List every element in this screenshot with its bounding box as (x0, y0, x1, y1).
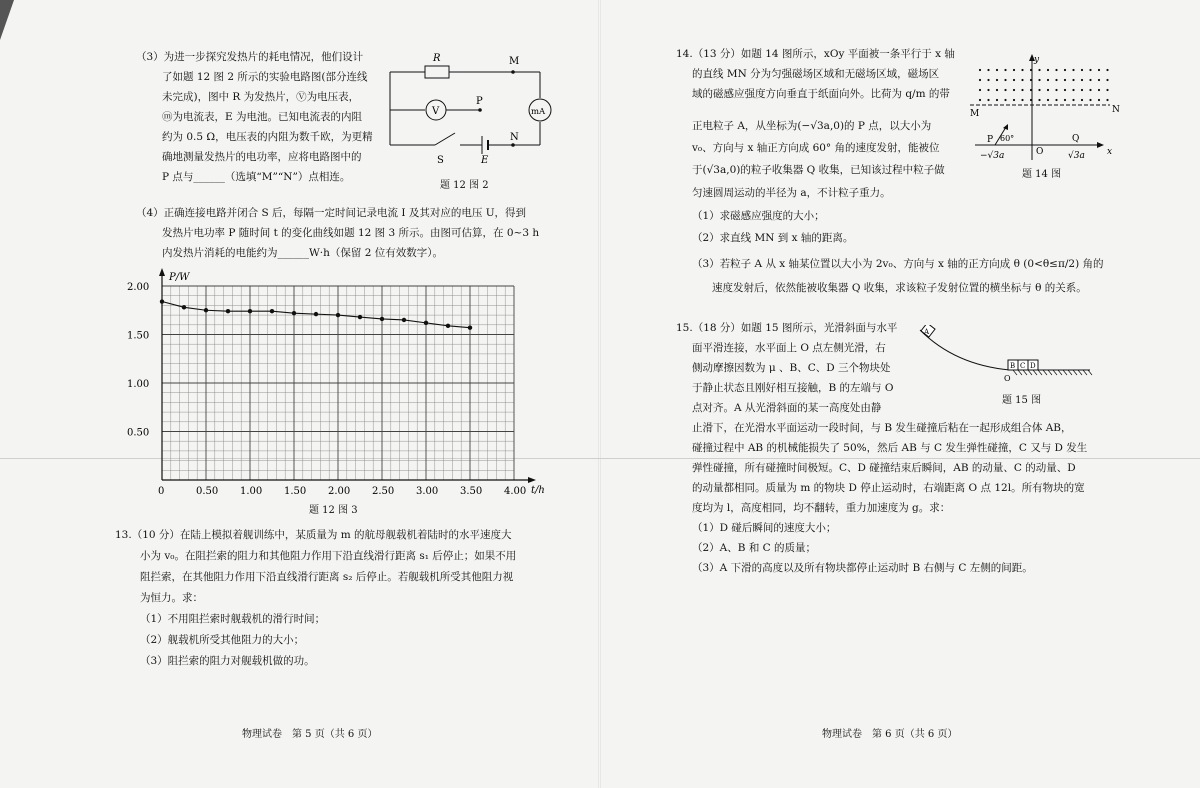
label-angle: 60° (1000, 134, 1015, 143)
field-dot (1081, 69, 1083, 71)
x-tick-label: 3.00 (416, 486, 439, 497)
text-line: （2）求直线 MN 到 x 轴的距离。 (692, 232, 854, 244)
text-line: 域的磁感应强度方向垂直于纸面向外。比荷为 q/m 的带 (692, 88, 950, 100)
data-point (468, 326, 472, 330)
label-c: C (1020, 362, 1026, 370)
field-dot (1072, 69, 1074, 71)
text-line: 面平滑连接，水平面上 O 点左侧光滑，右 (692, 342, 886, 354)
label-d: D (1030, 362, 1036, 370)
x-axis-arrow (528, 477, 536, 483)
label-m: M (509, 56, 520, 67)
node-n (511, 143, 515, 147)
surface-hatch (1063, 370, 1067, 375)
label-neg-root3a: −√3a (980, 151, 1005, 161)
node-m (511, 70, 515, 74)
surface-hatch (1018, 370, 1022, 375)
right-page (600, 0, 1200, 788)
chart-caption: 题 12 图 3 (309, 505, 358, 516)
text-line: 碰撞过程中 AB 的机械能损失了 50%，然后 AB 与 C 发生弹性碰撞，C 又与 D 发生 (692, 442, 1088, 454)
figure-caption: 题 14 图 (1022, 169, 1062, 180)
field-dot (1047, 79, 1049, 81)
text-line: 于(√3a,0)的粒子收集器 Q 收集，已知该过程中粒子做 (692, 164, 945, 176)
field-dot (1013, 69, 1015, 71)
field-dot (1072, 89, 1074, 91)
text-line: 正电粒子 A，从坐标为(−√3a,0)的 P 点，以大小为 (692, 120, 932, 132)
label-o: O (1004, 374, 1011, 383)
data-point (380, 317, 384, 321)
label-p: P (987, 135, 994, 145)
label-p: P (476, 96, 483, 107)
text-line: （3）A 下滑的高度以及所有物块都停止运动时 B 右侧与 C 左侧的间距。 (692, 562, 1033, 574)
data-point (226, 309, 230, 313)
field-dot (1038, 89, 1040, 91)
surface-hatch (1038, 370, 1042, 375)
page-footer: 物理试卷 第 5 页（共 6 页） (242, 729, 378, 740)
y-tick-label: 1.00 (127, 379, 150, 390)
y-tick-label: 0.50 (127, 427, 150, 439)
field-dot (1004, 69, 1006, 71)
text-line: 小为 v₀。在阻拦索的阻力和其他阻力作用下沿直线滑行距离 s₁ 后停止；如果不用 (140, 550, 517, 562)
label-v: V (432, 106, 440, 117)
data-point (424, 321, 428, 325)
field-dot (996, 99, 998, 101)
field-dot (1038, 99, 1040, 101)
data-point (204, 308, 208, 312)
data-point (248, 309, 252, 313)
x-tick-label: 1.50 (284, 486, 307, 497)
field-dot (1072, 99, 1074, 101)
x-tick-label: 0 (158, 486, 165, 497)
text-line: 发热片电功率 P 随时间 t 的变化曲线如题 12 图 3 所示。由图可估算，在 0~3 h (162, 227, 540, 239)
text-line: （3）若粒子 A 从 x 轴某位置以大小为 2v₀、方向与 x 轴的正方向成 θ (0<θ≤π/2) 角的 (692, 258, 1104, 270)
x-tick-label: 3.50 (460, 486, 483, 497)
field-dot (1081, 79, 1083, 81)
label-m: M (970, 109, 980, 119)
field-dot (1055, 99, 1057, 101)
field-dot (1064, 89, 1066, 91)
label-o: O (1036, 147, 1044, 157)
field-dot (1047, 69, 1049, 71)
field-dot (996, 79, 998, 81)
label-y: y (1034, 55, 1040, 65)
surface-hatch (1013, 370, 1017, 375)
surface-hatch (1048, 370, 1052, 375)
label-ma: mA (531, 107, 546, 117)
text-line: （2）A、B 和 C 的质量； (692, 542, 817, 554)
field-dot (979, 79, 981, 81)
surface-hatch (1088, 370, 1092, 375)
field-dot (979, 99, 981, 101)
x-tick-label: 2.50 (372, 486, 395, 497)
field-dot (1021, 79, 1023, 81)
surface-hatch (1073, 370, 1077, 375)
text-line: 内发热片消耗的电能约为______W·h（保留 2 位有效数字）。 (162, 247, 443, 259)
field-dot (979, 89, 981, 91)
label-root3a: √3a (1068, 151, 1085, 161)
x-tick-label: 4.00 (504, 486, 527, 497)
field-dot (979, 69, 981, 71)
magnetic-field-figure (970, 50, 1130, 180)
resistor-symbol (425, 66, 449, 78)
text-line: 14.（13 分）如题 14 图所示，xOy 平面被一条平行于 x 轴 (676, 48, 955, 60)
surface-hatch (1083, 370, 1087, 375)
field-dot (1013, 99, 1015, 101)
field-dot (1081, 89, 1083, 91)
field-dot (1089, 69, 1091, 71)
text-line: 15.（18 分）如题 15 图所示，光滑斜面与水平 (676, 322, 898, 334)
data-point (358, 315, 362, 319)
text-line: 未完成)，图中 R 为发热片，Ⓥ为电压表， (162, 91, 360, 103)
field-dot (1004, 89, 1006, 91)
field-dot (1106, 89, 1108, 91)
field-dot (1038, 69, 1040, 71)
y-axis-label: P/W (169, 272, 190, 283)
data-point (314, 312, 318, 316)
text-line: 为恒力。求： (140, 592, 203, 604)
text-line: 的直线 MN 分为匀强磁场区域和无磁场区域，磁场区 (692, 68, 940, 80)
figure-caption: 题 12 图 2 (440, 180, 489, 191)
text-line: （3）阻拦索的阻力对舰载机做的功。 (140, 655, 315, 667)
label-q: Q (1072, 134, 1080, 144)
field-dot (1038, 79, 1040, 81)
field-dot (1081, 99, 1083, 101)
field-dot (1064, 99, 1066, 101)
field-dot (996, 89, 998, 91)
field-dot (1106, 79, 1108, 81)
text-line: 止滑下，在光滑水平面运动一段时间，与 B 发生碰撞后粘在一起形成组合体 AB， (692, 422, 1072, 434)
data-point (270, 309, 274, 313)
text-line: 阻拦索，在其他阻力作用下沿直线滑行距离 s₂ 后停止。若舰载机所受其他阻力视 (140, 571, 514, 583)
text-line: 的动量都相同。质量为 m 的物块 D 停止运动时，右端距离 O 点 12l。所有物块的宽 (692, 482, 1085, 494)
slope-surface (920, 330, 1090, 370)
label-a: A (924, 328, 930, 336)
text-line: 匀速圆周运动的半径为 a，不计粒子重力。 (692, 187, 891, 199)
power-time-chart (125, 262, 555, 517)
data-point (402, 318, 406, 322)
field-dot (1098, 89, 1100, 91)
text-line: 速度发射后，依然能被收集器 Q 收集，求该粒子发射位置的横坐标与 θ 的关系。 (712, 282, 1087, 294)
text-line: （4）正确连接电路并闭合 S 后，每隔一定时间记录电流 I 及其对应的电压 U，得到 (136, 207, 527, 219)
text-line: （1）不用阻拦索时舰载机的滑行时间； (140, 613, 326, 625)
field-dot (1021, 69, 1023, 71)
surface-hatch (1033, 370, 1037, 375)
text-line: 13.（10 分）在陆上模拟着舰训练中，某质量为 m 的航母舰载机着陆时的水平速度大 (115, 529, 512, 541)
surface-hatch (1023, 370, 1027, 375)
data-point (182, 305, 186, 309)
page-footer: 物理试卷 第 6 页（共 6 页） (822, 729, 958, 740)
surface-hatch (1068, 370, 1072, 375)
field-dot (987, 99, 989, 101)
text-line: 确地测量发热片的电功率，应将电路图中的 (162, 151, 362, 163)
y-axis-arrow (159, 268, 165, 276)
text-line: ⓜ为电流表，E 为电池。已知电流表的内阻 (162, 111, 363, 123)
text-line: v₀、方向与 x 轴正方向成 60° 角的速度发射，能被位 (692, 142, 940, 154)
node-p (478, 108, 482, 112)
field-dot (996, 69, 998, 71)
field-dot (1013, 89, 1015, 91)
surface-hatch (1058, 370, 1062, 375)
field-dot (1021, 89, 1023, 91)
x-tick-label: 1.00 (240, 486, 263, 497)
field-dot (1098, 99, 1100, 101)
switch-symbol (435, 133, 455, 145)
field-dot (1047, 99, 1049, 101)
label-n: N (1112, 105, 1120, 115)
field-dot (1064, 79, 1066, 81)
field-dot (1098, 79, 1100, 81)
text-line: （1）求磁感应强度的大小； (692, 210, 825, 222)
label-n: N (510, 132, 519, 143)
data-point (336, 313, 340, 317)
text-line: （1）D 碰后瞬间的速度大小； (692, 522, 837, 534)
text-line: （3）为进一步探究发热片的耗电情况，他们设计 (136, 51, 364, 63)
text-line: 点对齐。A 从光滑斜面的某一高度处由静 (692, 402, 882, 414)
field-dot (987, 89, 989, 91)
data-point (160, 299, 164, 303)
field-dot (1098, 69, 1100, 71)
field-dot (1106, 99, 1108, 101)
field-dot (987, 69, 989, 71)
label-e: E (481, 155, 489, 166)
surface-hatch (1043, 370, 1047, 375)
label-r: R (433, 53, 441, 64)
text-line: 于静止状态且刚好相互接触，B 的左端与 O (692, 382, 894, 394)
x-tick-label: 0.50 (196, 486, 219, 497)
text-line: 弹性碰撞，所有碰撞时间极短。C、D 碰撞结束后瞬间，AB 的动量、C 的动量、D (692, 462, 1076, 474)
label-s: S (437, 155, 444, 166)
slope-blocks-figure (915, 325, 1095, 385)
y-tick-label: 1.50 (127, 330, 150, 342)
field-dot (1013, 79, 1015, 81)
text-line: 约为 0.5 Ω，电压表的内阻为数千欧，为更精 (162, 131, 373, 143)
field-dot (1055, 69, 1057, 71)
field-dot (1055, 89, 1057, 91)
x-axis-label: t/h (531, 485, 545, 496)
surface-hatch (1078, 370, 1082, 375)
field-dot (1089, 89, 1091, 91)
circuit-diagram (380, 50, 560, 190)
x-tick-label: 2.00 (328, 486, 351, 497)
field-dot (1047, 89, 1049, 91)
field-dot (1021, 99, 1023, 101)
field-dot (1055, 79, 1057, 81)
text-line: （2）舰载机所受其他阻力的大小； (140, 634, 305, 646)
field-dot (1089, 79, 1091, 81)
field-dot (1064, 69, 1066, 71)
field-dot (1004, 99, 1006, 101)
field-dot (1106, 69, 1108, 71)
text-line: 侧动摩擦因数为 μ 、B、C、D 三个物块处 (692, 362, 891, 374)
surface-hatch (1053, 370, 1057, 375)
text-line: 度均为 l，高度相同，均不翻转，重力加速度为 g。求： (692, 502, 951, 514)
label-x: x (1107, 147, 1113, 157)
data-point (292, 311, 296, 315)
text-line: 了如题 12 图 2 所示的实验电路图(部分连线 (162, 71, 368, 83)
y-tick-label: 2.00 (127, 282, 150, 293)
label-b: B (1010, 362, 1016, 370)
field-dot (987, 79, 989, 81)
field-dot (1004, 79, 1006, 81)
text-line: P 点与______（选填“M”“N”）点相连。 (162, 171, 351, 183)
figure-caption: 题 15 图 (1002, 395, 1042, 406)
data-point (446, 324, 450, 328)
surface-hatch (1028, 370, 1032, 375)
field-dot (1072, 79, 1074, 81)
field-dot (1089, 99, 1091, 101)
